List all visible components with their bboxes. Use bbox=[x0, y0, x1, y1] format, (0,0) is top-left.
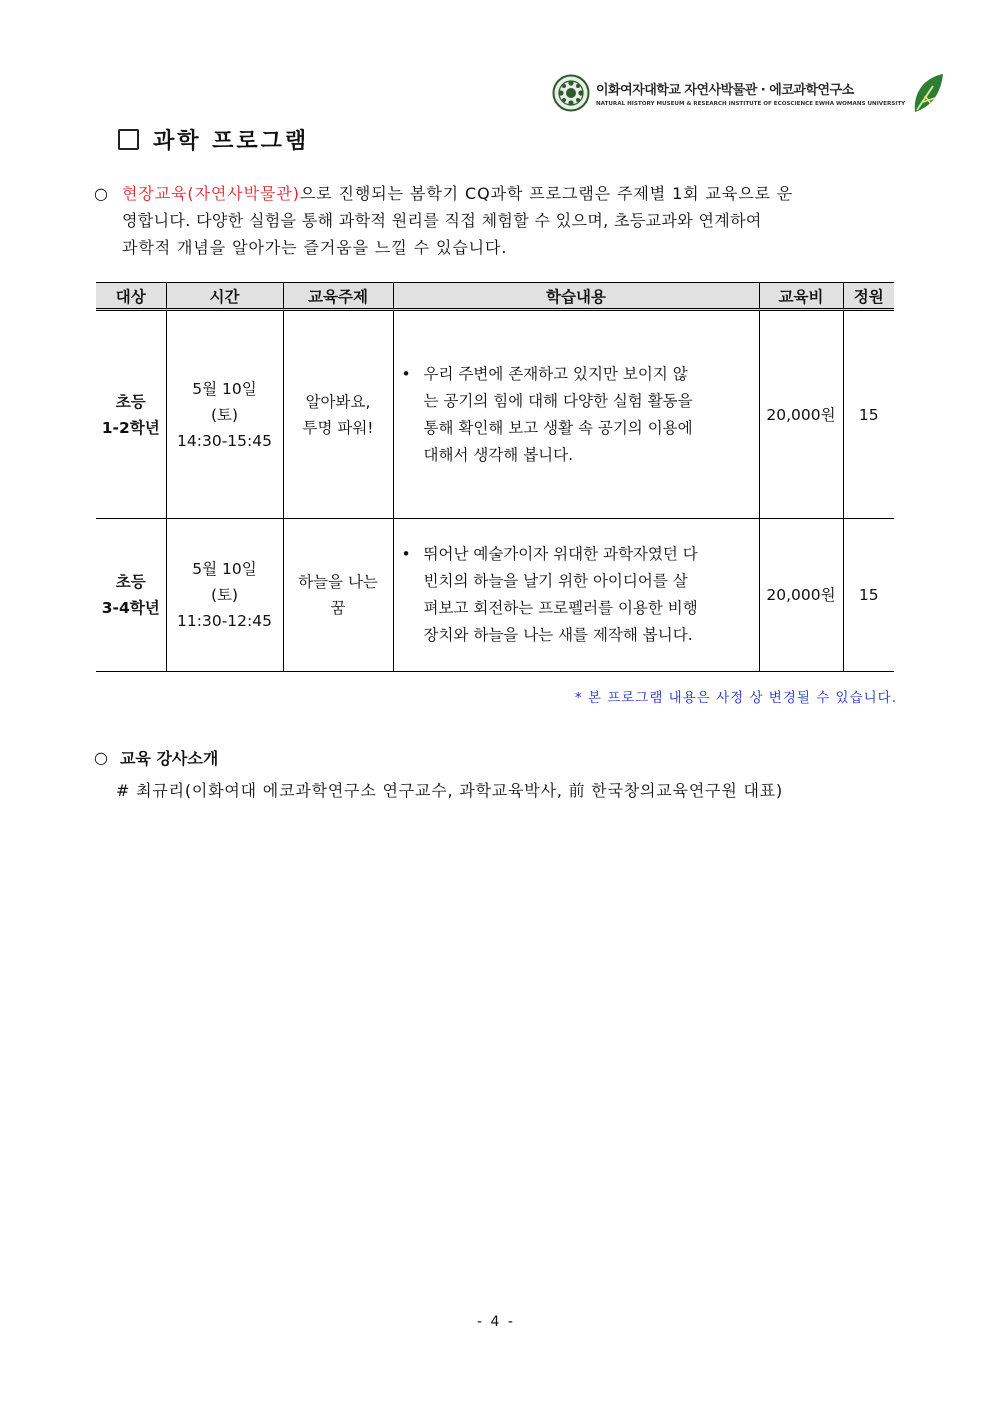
time-range: 11:30-12:45 bbox=[177, 612, 272, 630]
header-logo bbox=[552, 72, 945, 114]
content-line: 대해서 생각해 봅니다. bbox=[423, 445, 574, 464]
time-date: 5월 10일 bbox=[192, 379, 257, 398]
circle-bullet-icon: ○ bbox=[94, 748, 108, 767]
header-content: 학습내용 bbox=[393, 283, 759, 310]
content-line: 통해 확인해 보고 생활 속 공기의 이용에 bbox=[423, 418, 693, 437]
content-line: 장치와 하늘을 나는 새를 제작해 봅니다. bbox=[423, 626, 693, 644]
program-table bbox=[96, 282, 894, 672]
instructor-heading bbox=[94, 746, 218, 769]
header-topic: 교육주제 bbox=[283, 283, 393, 310]
intro-line-3: 과학적 개념을 알아가는 즐거움을 느낄 수 있습니다. bbox=[122, 238, 508, 257]
content-line: 우리 주변에 존재하고 있지만 보이지 않 bbox=[423, 364, 688, 383]
topic-line: 하늘을 나는 bbox=[298, 573, 378, 591]
cell-fee: 20,000원 bbox=[759, 519, 843, 672]
header-time: 시간 bbox=[166, 283, 283, 310]
instructor-description: # 최규리(이화여대 에코과학연구소 연구교수, 과학교육박사, 前 한국창의교육연구원 대표) bbox=[116, 781, 784, 800]
time-day: (토) bbox=[210, 405, 239, 424]
table-header-row bbox=[96, 283, 894, 310]
ewha-seal-icon bbox=[552, 74, 590, 112]
cell-capacity: 15 bbox=[843, 519, 894, 672]
change-notice: * 본 프로그램 내용은 사정 상 변경될 수 있습니다. bbox=[574, 690, 897, 706]
content-line: 빈치의 하늘을 날기 위한 아이디어를 살 bbox=[423, 572, 688, 590]
bullet-dot-icon: • bbox=[401, 545, 411, 563]
cell-capacity: 15 bbox=[843, 310, 894, 519]
header-org-en: NATURAL HISTORY MUSEUM & RESEARCH INSTITUTE OF ECOSCIENCE EWHA WOMANS UNIVERSITY bbox=[596, 101, 906, 107]
content-line: 펴보고 회전하는 프로펠러를 이용한 비행 bbox=[423, 599, 698, 617]
header-target: 대상 bbox=[96, 283, 166, 310]
header-capacity: 정원 bbox=[843, 283, 894, 310]
ecoscience-leaf-icon bbox=[911, 72, 945, 114]
target-level: 초등 bbox=[115, 392, 146, 411]
target-level: 초등 bbox=[115, 573, 146, 591]
bullet-dot-icon: • bbox=[401, 364, 411, 383]
topic-line: 꿈 bbox=[330, 599, 346, 617]
topic-line: 투명 파워! bbox=[302, 418, 374, 437]
content-line: 뛰어난 예술가이자 위대한 과학자였던 다 bbox=[423, 545, 698, 563]
time-date: 5월 10일 bbox=[192, 560, 257, 578]
intro-line-1-rest: 으로 진행되는 봄학기 CQ과학 프로그램은 주제별 1회 교육으로 운 bbox=[299, 184, 794, 203]
intro-paragraph bbox=[94, 180, 900, 261]
instructor-title: 교육 강사소개 bbox=[119, 749, 219, 768]
header-fee: 교육비 bbox=[759, 283, 843, 310]
content-line: 는 공기의 힘에 대해 다양한 실험 활동을 bbox=[423, 391, 693, 410]
cell-time bbox=[166, 310, 283, 519]
intro-line-2: 영합니다. 다양한 실험을 통해 과학적 원리를 직접 체험할 수 있으며, 초등교과와 연계하여 bbox=[122, 211, 762, 230]
cell-content bbox=[393, 519, 759, 672]
cell-topic bbox=[283, 519, 393, 672]
intro-line-1 bbox=[122, 180, 900, 207]
section-title-text: 과학 프로그램 bbox=[153, 128, 310, 154]
target-grade: 1-2학년 bbox=[101, 418, 160, 437]
topic-line: 알아봐요, bbox=[305, 392, 371, 411]
section-title bbox=[118, 124, 309, 155]
cell-topic bbox=[283, 310, 393, 519]
time-range: 14:30-15:45 bbox=[177, 431, 272, 450]
header-org-kr: 이화여자대학교 자연사박물관 · 에코과학연구소 bbox=[596, 83, 854, 98]
table-row bbox=[96, 519, 894, 672]
cell-target bbox=[96, 519, 166, 672]
cell-content bbox=[393, 310, 759, 519]
cell-target bbox=[96, 310, 166, 519]
cell-time bbox=[166, 519, 283, 672]
circle-bullet-icon: ○ bbox=[94, 184, 108, 203]
checkbox-square-icon bbox=[118, 129, 139, 150]
time-day: (토) bbox=[210, 586, 239, 604]
page-number: - 4 - bbox=[477, 1314, 515, 1330]
cell-fee: 20,000원 bbox=[759, 310, 843, 519]
target-grade: 3-4학년 bbox=[101, 599, 160, 617]
intro-highlight: 현장교육(자연사박물관) bbox=[122, 184, 300, 203]
table-row bbox=[96, 310, 894, 519]
